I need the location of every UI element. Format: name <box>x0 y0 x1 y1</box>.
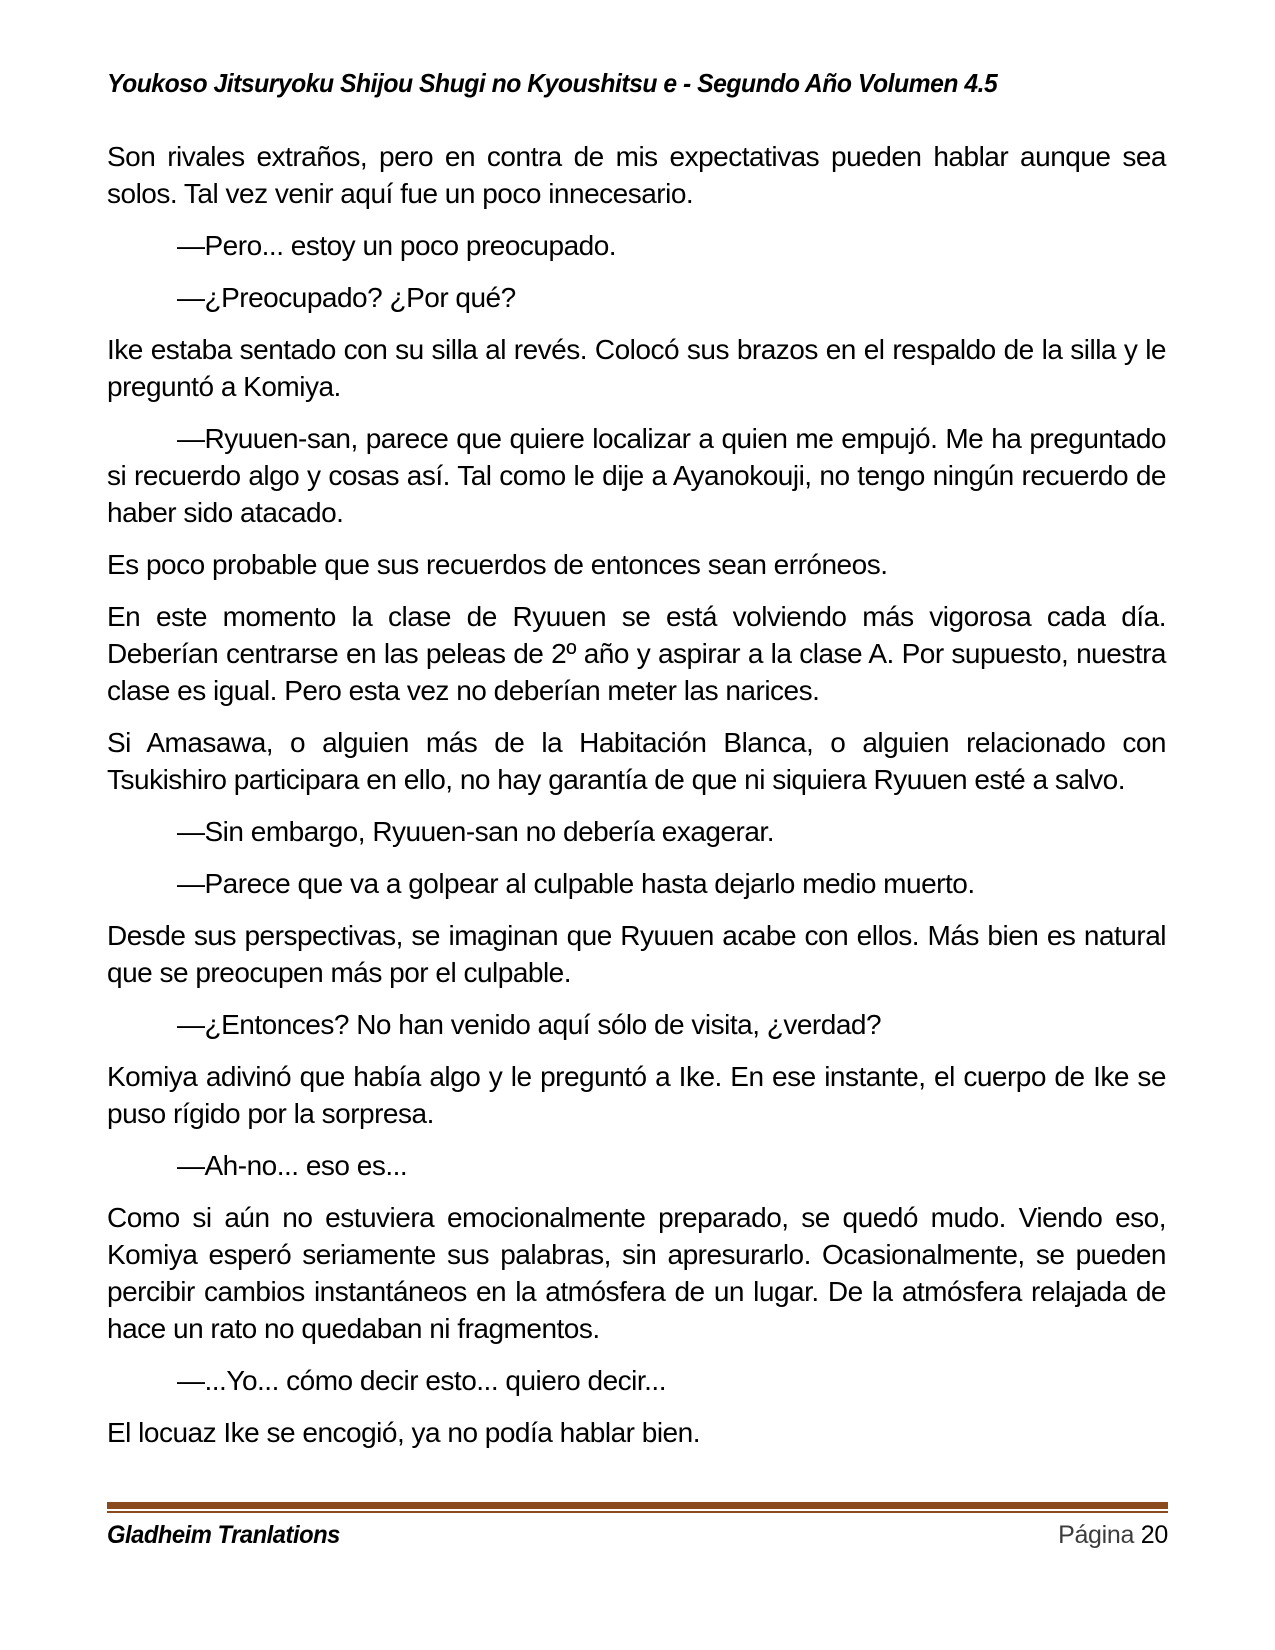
footer-page-number: 20 <box>1140 1521 1168 1549</box>
dialogue-paragraph: —¿Entonces? No han venido aquí sólo de visita, ¿verdad? <box>177 1009 882 1040</box>
paragraph: Ike estaba sentado con su silla al revés. Colocó sus brazos en el respaldo de la silla y le preguntó a Komiya. <box>107 334 1166 402</box>
paragraph: El locuaz Ike se encogió, ya no podía hablar bien. <box>107 1417 700 1448</box>
footer-page-label: Página <box>1058 1521 1135 1549</box>
dialogue-paragraph: —Ah-no... eso es... <box>177 1150 408 1181</box>
paragraph: Komiya adivinó que había algo y le preguntó a Ike. En ese instante, el cuerpo de Ike se puso rígido por la sorpresa. <box>107 1061 1166 1129</box>
paragraph: Desde sus perspectivas, se imaginan que Ryuuen acabe con ellos. Más bien es natural que se preocupen más por el culpable. <box>107 920 1166 988</box>
dialogue-paragraph: —Sin embargo, Ryuuen-san no debería exagerar. <box>177 816 774 847</box>
paragraph: Son rivales extraños, pero en contra de mis expectativas pueden hablar aunque sea solos. Tal vez venir aquí fue un poco innecesario. <box>107 141 1166 209</box>
dialogue-paragraph: —Parece que va a golpear al culpable hasta dejarlo medio muerto. <box>177 868 975 899</box>
page-body <box>107 138 1166 1466</box>
page-footer <box>107 1521 1168 1550</box>
paragraph: Si Amasawa, o alguien más de la Habitación Blanca, o alguien relacionado con Tsukishiro participara en ello, no hay garantía de que ni siquiera Ryuuen esté a salvo. <box>107 727 1166 795</box>
dialogue-paragraph: —¿Preocupado? ¿Por qué? <box>177 282 516 313</box>
dialogue-paragraph: —Ryuuen-san, parece que quiere localizar a quien me empujó. Me ha preguntado si recuerdo algo y cosas así. Tal como le dije a Ayanokouji, no tengo ningún recuerdo de haber sido atacado. <box>107 423 1166 528</box>
paragraph: Es poco probable que sus recuerdos de entonces sean erróneos. <box>107 549 888 580</box>
footer-page-indicator <box>1058 1521 1168 1550</box>
header-title: Youkoso Jitsuryoku Shijou Shugi no Kyoushitsu e - Segundo Año Volumen 4.5 <box>107 68 998 98</box>
dialogue-paragraph: —...Yo... cómo decir esto... quiero decir... <box>177 1365 666 1396</box>
paragraph: Como si aún no estuviera emocionalmente preparado, se quedó mudo. Viendo eso, Komiya esperó seriamente sus palabras, sin apresurarlo. Ocasionalmente, se pueden percibir cambios instantáneos en la atmósfera de un lugar. De la atmósfera relajada de hace un rato no quedaban ni fragmentos. <box>107 1202 1166 1344</box>
footer-brand: Gladheim Tranlations <box>107 1521 340 1549</box>
page-header <box>107 68 1168 99</box>
paragraph: En este momento la clase de Ryuuen se está volviendo más vigorosa cada día. Deberían centrarse en las peleas de 2º año y aspirar a la clase A. Por supuesto, nuestra clase es igual. Pero esta vez no deberían meter las narices. <box>107 601 1166 706</box>
dialogue-paragraph: —Pero... estoy un poco preocupado. <box>177 230 617 261</box>
footer-divider <box>107 1502 1168 1513</box>
